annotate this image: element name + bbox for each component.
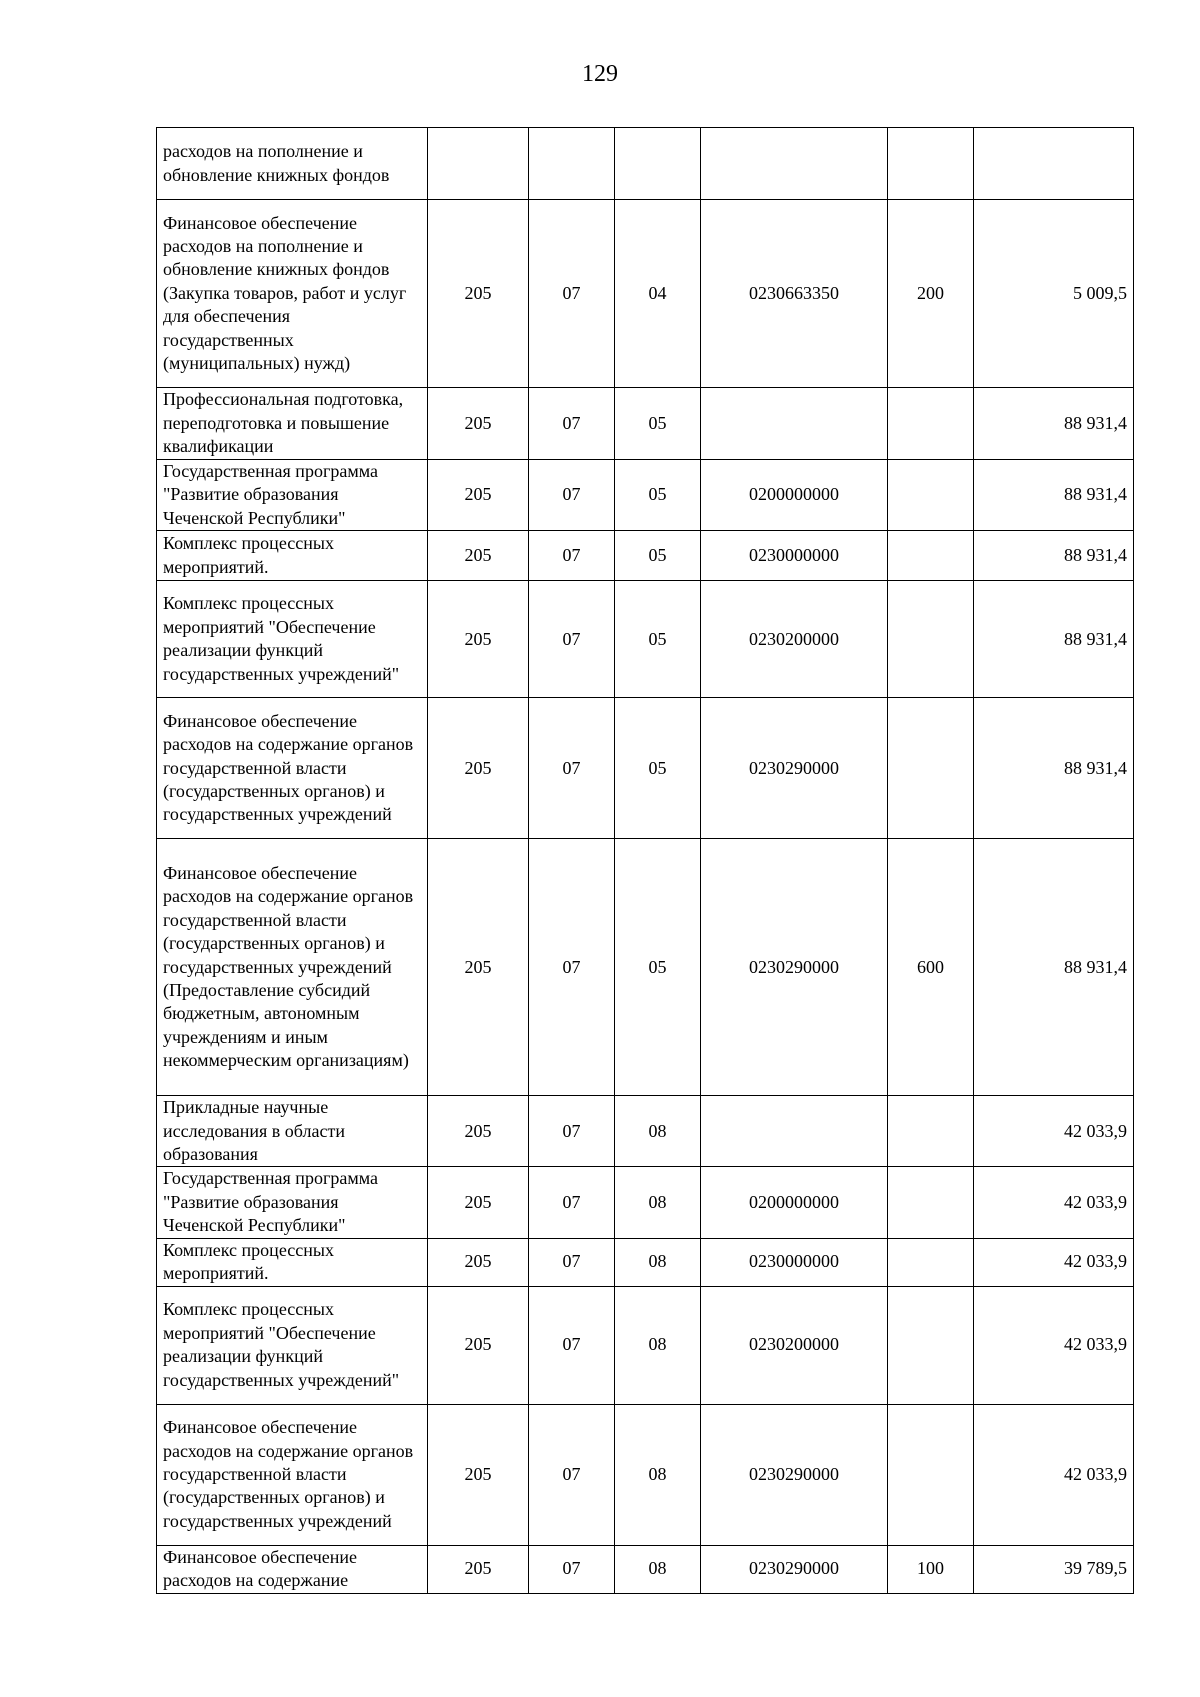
row-section-cell: 07 — [529, 1096, 615, 1167]
row-amount-cell: 39 789,5 — [974, 1545, 1134, 1593]
row-name-cell: Профессиональная подготовка, переподготовка и повышение квалификации — [157, 388, 428, 460]
row-amount-cell — [974, 128, 1134, 200]
row-subsection-cell: 05 — [615, 839, 701, 1096]
row-name-cell: Прикладные научные исследования в области образования — [157, 1096, 428, 1167]
row-section-cell: 07 — [529, 1238, 615, 1286]
row-target-cell: 0230290000 — [701, 698, 888, 839]
table-row — [157, 1167, 1134, 1238]
row-amount-cell: 88 931,4 — [974, 581, 1134, 698]
row-amount-cell: 42 033,9 — [974, 1404, 1134, 1545]
table-row — [157, 1096, 1134, 1167]
row-admin-cell: 205 — [428, 531, 529, 581]
row-subsection-cell: 08 — [615, 1545, 701, 1593]
row-name-cell: Комплекс процессных мероприятий "Обеспечение реализации функций государственных учреждений" — [157, 1286, 428, 1404]
row-subsection-cell — [615, 128, 701, 200]
row-target-cell: 0230200000 — [701, 1286, 888, 1404]
row-exp-type-cell — [888, 1286, 974, 1404]
row-exp-type-cell — [888, 388, 974, 460]
row-subsection-cell: 05 — [615, 531, 701, 581]
row-target-cell — [701, 128, 888, 200]
row-admin-cell: 205 — [428, 200, 529, 388]
row-section-cell: 07 — [529, 531, 615, 581]
row-section-cell: 07 — [529, 1404, 615, 1545]
row-name-cell: Финансовое обеспечение расходов на содержание органов государственной власти (государственных органов) и государственных учреждений (Предоставление субсидий бюджетным, автономным учреждениям и иным некоммерческим организациям) — [157, 839, 428, 1096]
row-subsection-cell: 05 — [615, 460, 701, 531]
row-amount-cell: 5 009,5 — [974, 200, 1134, 388]
row-subsection-cell: 08 — [615, 1286, 701, 1404]
row-target-cell: 0230290000 — [701, 1545, 888, 1593]
row-amount-cell: 88 931,4 — [974, 839, 1134, 1096]
row-target-cell — [701, 1096, 888, 1167]
row-exp-type-cell — [888, 1404, 974, 1545]
row-name-cell: расходов на пополнение и обновление книжных фондов — [157, 128, 428, 200]
row-exp-type-cell — [888, 531, 974, 581]
table-row — [157, 388, 1134, 460]
row-amount-cell: 88 931,4 — [974, 460, 1134, 531]
row-target-cell: 0200000000 — [701, 460, 888, 531]
table-row — [157, 1286, 1134, 1404]
row-section-cell: 07 — [529, 1167, 615, 1238]
row-admin-cell: 205 — [428, 1238, 529, 1286]
row-exp-type-cell: 600 — [888, 839, 974, 1096]
row-admin-cell — [428, 128, 529, 200]
row-admin-cell: 205 — [428, 460, 529, 531]
row-amount-cell: 88 931,4 — [974, 388, 1134, 460]
row-subsection-cell: 04 — [615, 200, 701, 388]
row-exp-type-cell — [888, 581, 974, 698]
page-number: 129 — [582, 61, 618, 87]
row-section-cell: 07 — [529, 460, 615, 531]
table-row — [157, 531, 1134, 581]
table-row — [157, 839, 1134, 1096]
row-target-cell: 0230290000 — [701, 1404, 888, 1545]
table-row — [157, 1404, 1134, 1545]
table-row — [157, 200, 1134, 388]
table-row — [157, 460, 1134, 531]
row-section-cell: 07 — [529, 1286, 615, 1404]
row-target-cell: 0230290000 — [701, 839, 888, 1096]
table-row — [157, 128, 1134, 200]
row-section-cell: 07 — [529, 839, 615, 1096]
row-exp-type-cell — [888, 1238, 974, 1286]
row-section-cell — [529, 128, 615, 200]
row-name-cell: Финансовое обеспечение расходов на содержание органов государственной власти (государственных органов) и государственных учреждений — [157, 698, 428, 839]
row-subsection-cell: 05 — [615, 388, 701, 460]
row-amount-cell: 42 033,9 — [974, 1238, 1134, 1286]
row-section-cell: 07 — [529, 581, 615, 698]
row-amount-cell: 88 931,4 — [974, 698, 1134, 839]
row-name-cell: Комплекс процессных мероприятий. — [157, 1238, 428, 1286]
row-subsection-cell: 08 — [615, 1404, 701, 1545]
row-exp-type-cell: 200 — [888, 200, 974, 388]
row-name-cell: Комплекс процессных мероприятий. — [157, 531, 428, 581]
row-name-cell: Финансовое обеспечение расходов на содержание — [157, 1545, 428, 1593]
row-admin-cell: 205 — [428, 1167, 529, 1238]
row-amount-cell: 88 931,4 — [974, 531, 1134, 581]
row-name-cell: Комплекс процессных мероприятий "Обеспечение реализации функций государственных учреждений" — [157, 581, 428, 698]
row-subsection-cell: 08 — [615, 1238, 701, 1286]
row-target-cell: 0230000000 — [701, 1238, 888, 1286]
row-admin-cell: 205 — [428, 1096, 529, 1167]
row-name-cell: Финансовое обеспечение расходов на содержание органов государственной власти (государственных органов) и государственных учреждений — [157, 1404, 428, 1545]
row-name-cell: Финансовое обеспечение расходов на пополнение и обновление книжных фондов (Закупка товаров, работ и услуг для обеспечения государственных (муниципальных) нужд) — [157, 200, 428, 388]
row-section-cell: 07 — [529, 200, 615, 388]
row-admin-cell: 205 — [428, 839, 529, 1096]
row-amount-cell: 42 033,9 — [974, 1286, 1134, 1404]
row-subsection-cell: 05 — [615, 698, 701, 839]
row-exp-type-cell — [888, 698, 974, 839]
row-section-cell: 07 — [529, 1545, 615, 1593]
row-exp-type-cell: 100 — [888, 1545, 974, 1593]
row-admin-cell: 205 — [428, 581, 529, 698]
row-name-cell: Государственная программа "Развитие образования Чеченской Республики" — [157, 1167, 428, 1238]
row-exp-type-cell — [888, 1096, 974, 1167]
row-admin-cell: 205 — [428, 1404, 529, 1545]
table-row — [157, 1545, 1134, 1593]
row-exp-type-cell — [888, 128, 974, 200]
row-amount-cell: 42 033,9 — [974, 1167, 1134, 1238]
row-admin-cell: 205 — [428, 698, 529, 839]
row-target-cell: 0230663350 — [701, 200, 888, 388]
row-target-cell: 0230000000 — [701, 531, 888, 581]
table-row — [157, 1238, 1134, 1286]
row-admin-cell: 205 — [428, 1545, 529, 1593]
row-target-cell: 0230200000 — [701, 581, 888, 698]
table-row — [157, 581, 1134, 698]
row-subsection-cell: 05 — [615, 581, 701, 698]
row-subsection-cell: 08 — [615, 1167, 701, 1238]
row-exp-type-cell — [888, 460, 974, 531]
row-section-cell: 07 — [529, 388, 615, 460]
budget-table — [156, 127, 1134, 1594]
budget-table-body — [157, 128, 1134, 1594]
table-row — [157, 698, 1134, 839]
row-admin-cell: 205 — [428, 388, 529, 460]
row-subsection-cell: 08 — [615, 1096, 701, 1167]
row-exp-type-cell — [888, 1167, 974, 1238]
row-target-cell — [701, 388, 888, 460]
row-target-cell: 0200000000 — [701, 1167, 888, 1238]
row-admin-cell: 205 — [428, 1286, 529, 1404]
row-amount-cell: 42 033,9 — [974, 1096, 1134, 1167]
row-section-cell: 07 — [529, 698, 615, 839]
row-name-cell: Государственная программа "Развитие образования Чеченской Республики" — [157, 460, 428, 531]
